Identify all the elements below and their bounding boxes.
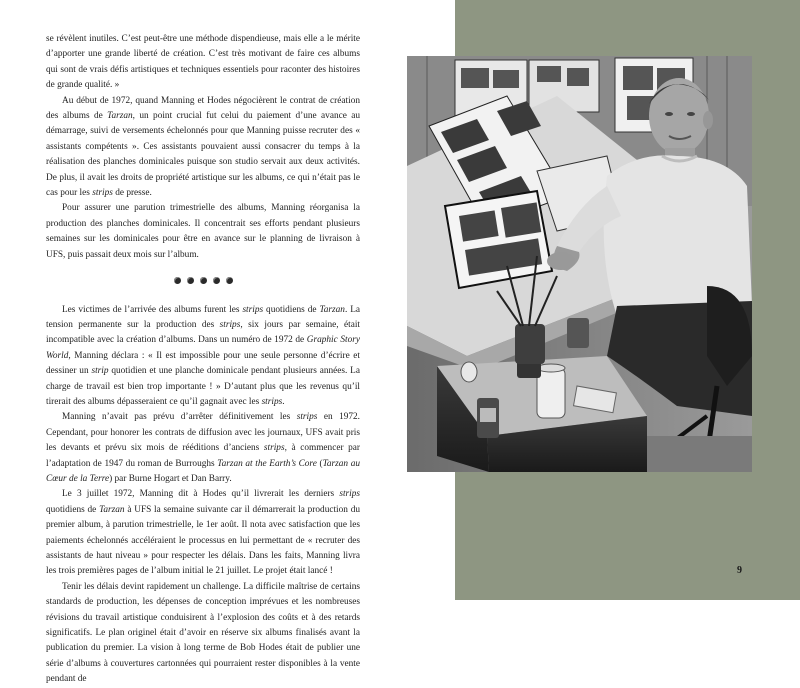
italic-text-segment: Tarzan at the Earth’s Core [217, 458, 317, 469]
italic-text-segment: Tarzan au Cœur de la Terre [46, 458, 361, 484]
text-segment: à UFS la semaine suivante car il démarrerait la production du premier album, à parution trimestrielle, le 1er août. Il nota avec satisfaction que les paiements échelonnés accéléraient le processus en lui permettant de « recruter des assistants de haut niveau » pour respecter les délais. Dans les faits, Manning livra les trois premières pages de l’album initial le 21 juillet. Le projet était lancé ! [46, 504, 360, 577]
text-segment: Le 3 juillet 1972, Manning dit à Hodes qu’il livrerait les derniers [62, 489, 340, 500]
text-segment: , un point crucial fut celui du paiement d’une avance au démarrage, suivi de versements échelonnés pour que Manning puisse recruter des « assistants compétents ». Ces assistants pouvaient aussi consacrer du temps à la réalisation des planches dominicales puisque son studio servait aux deux activités. De plus, il avait les droits de propriété artistique sur les albums, ce qui n’était pas le cas pour les [46, 111, 360, 199]
text-segment: . La tension permanente sur la production des [46, 304, 361, 330]
article-text-column [46, 32, 360, 688]
text-segment: quotidien et une planche dominicale pendant plusieurs années. La charge de travail est bien trop importante ! » D’autant plus que les revenus qu’il tirerait des albums dépasseraient ce qu’il gagnait avec les [46, 366, 360, 407]
separator-ornament-icon [200, 277, 207, 284]
italic-text-segment: Tarzan [107, 111, 133, 122]
separator-ornament-icon [187, 277, 194, 284]
italic-text-segment: strips [219, 319, 241, 330]
text-segment: . [282, 396, 285, 407]
italic-text-segment: Tarzan [99, 504, 125, 515]
text-segment: Tenir les délais devint rapidement un challenge. La difficile maîtrise de certains standards de production, les dépenses de conception imprévues et les nombreuses révisions du travail artistique conduisirent à l’explosion des coûts et à des retards significatifs. Le plan originel était d’avoir en réserve six albums finalisés avant la publication du premier. La vision à long terme de Bob Hodes était de publier une série d’albums à couvertures cartonnées qui pourraient rester disponibles à la vente pendant de [46, 581, 360, 685]
text-segment: Pour assurer une parution trimestrielle des albums, Manning réorganisa la production des planches dominicales. Il concentrait ses efforts pendant plusieurs semaines sur les dominicales pour être en avance sur le planning de livraison à UFS, puis passait deux mois sur l’album. [46, 203, 360, 260]
paragraph [46, 201, 360, 263]
text-segment: ) par Burne Hogart et Dan Barry. [109, 473, 232, 484]
paragraph [46, 487, 360, 579]
text-segment: se révèlent inutiles. C’est peut-être une méthode dispendieuse, mais elle a le mérite d’apporter une grande liberté de création. C’est très motivant de faire ces albums qui sont de vrais défis artistiques et techniques essentiels pour raconter des histoires de grande qualité. » [46, 34, 360, 91]
paragraph [46, 94, 360, 202]
text-segment: Manning n’avait pas prévu d’arrêter définitivement les [62, 412, 297, 423]
text-segment: , à commencer par l’adaptation de 1947 du roman de Burroughs [46, 443, 361, 469]
italic-text-segment: strip [91, 366, 109, 377]
text-segment: Les victimes de l’arrivée des albums furent les [62, 304, 243, 315]
text-segment: , six jours par semaine, était incompatible avec la création d’albums. Dans un numéro de 1972 de [46, 319, 360, 346]
text-segment: quotidiens de [263, 304, 320, 315]
artist-at-drawing-board-photo [407, 56, 752, 472]
italic-text-segment: strips [261, 396, 283, 407]
text-segment: quotidiens de [46, 504, 100, 515]
text-segment: ( [316, 458, 323, 469]
paragraph [46, 410, 360, 487]
paragraph [46, 580, 360, 688]
italic-text-segment: strips [242, 304, 264, 315]
italic-text-segment: strips [339, 489, 360, 500]
italic-text-segment: strips [92, 188, 113, 199]
italic-text-segment: strips [296, 412, 318, 423]
italic-text-segment: Tarzan [319, 304, 345, 315]
separator-ornament-icon [226, 277, 233, 284]
italic-text-segment: strips [263, 443, 285, 454]
text-segment: Au début de 1972, quand Manning et Hodes négocièrent le contrat de création des albums de [46, 95, 360, 122]
separator-ornament-icon [213, 277, 220, 284]
photo-illustration [407, 56, 752, 472]
paragraph [46, 32, 360, 94]
section-separator [46, 274, 360, 289]
separator-ornament-icon [174, 277, 181, 284]
page-number: 9 [737, 565, 742, 576]
text-segment: , Manning déclara : « Il est impossible pour une seule personne d’écrire et dessiner un [46, 350, 360, 377]
paragraph [46, 303, 360, 411]
text-segment: en 1972. Cependant, pour honorer les contrats de diffusion avec les journaux, UFS avait pris les devants et prévu six mois de rééditions d’anciens [46, 412, 361, 454]
italic-text-segment: Graphic Story World [46, 335, 361, 361]
text-segment: de presse. [112, 188, 152, 199]
